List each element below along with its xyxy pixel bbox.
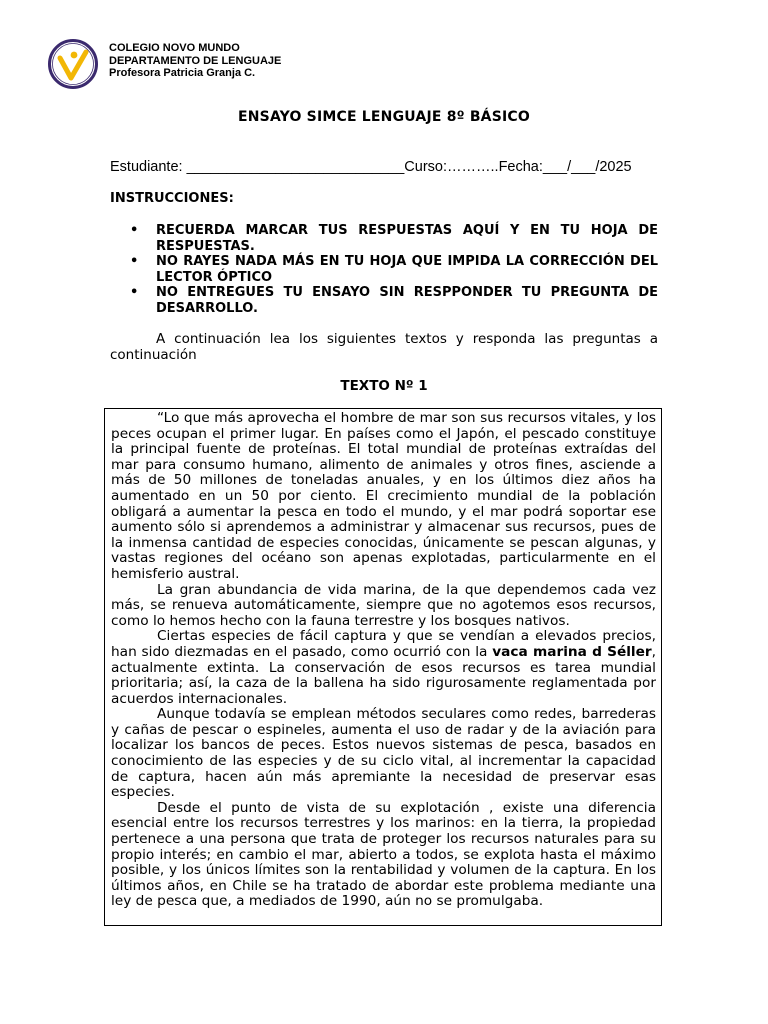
text-paragraph-4: Aunque todavía se emplean métodos seculares como redes, barrederas y cañas de pescar o espineles, aumenta el uso de radar y de la aviación para localizar los bancos de peces. Estos nuevos sistemas de pesca, basados en conocimiento de las especies y de su ciclo vital, al incrementar la capacidad de captura, hacen aún más apremiante la necesidad de preservar esas especies. — [111, 706, 656, 801]
school-name: COLEGIO NOVO MUNDO — [109, 42, 240, 54]
text-paragraph-1: “Lo que más aprovecha el hombre de mar son sus recursos vitales, y los peces ocupan el primer lugar. En países como el Japón, el pescado constituye la principal fuente de proteínas. El total mundial de proteínas extraídas del mar para consumo humano, alimento de animales y otros fines, asciende a más de 50 millones de toneladas anuales, y en los últimos diez años ha aumentado en un 50 por ciento. El crecimiento mundial de la población obligará a aumentar la pesca en todo el mundo, y el mar podrá soportar ese aumento sólo si aprendemos a administrar y almacenar sus recursos, pues de la inmensa cantidad de especies conocidas, únicamente se pescan algunas, y vastas regiones del océano son apenas explotadas, particularmente en el hemisferio austral. — [111, 410, 656, 582]
bullet-icon: • — [130, 285, 139, 300]
text-paragraph-3 — [111, 629, 656, 707]
instruction-text: NO RAYES NADA MÁS EN TU HOJA QUE IMPIDA LA CORRECCIÓN DEL LECTOR ÓPTICO — [156, 254, 658, 285]
instruction-item — [110, 254, 658, 285]
instructions-list — [110, 223, 658, 316]
bullet-icon: • — [130, 223, 139, 238]
instructions-heading: INSTRUCCIONES: — [110, 191, 234, 206]
student-info-line: Estudiante: ___________________________Curso:………..Fecha:___/___/2025 — [110, 159, 632, 175]
text-heading: TEXTO Nº 1 — [340, 378, 428, 394]
text-paragraph-2: La gran abundancia de vida marina, de la que dependemos cada vez más, se renueva automáticamente, siempre que no agotemos esos recursos, como lo hemos hecho con la fauna terrestre y los bosques nativos. — [111, 581, 656, 629]
intro-paragraph: A continuación lea los siguientes textos y responda las preguntas a continuación — [110, 331, 658, 363]
teacher-name: Profesora Patricia Granja C. — [109, 67, 256, 79]
school-info — [109, 42, 281, 80]
instruction-item — [110, 223, 658, 254]
instruction-text: RECUERDA MARCAR TUS RESPUESTAS AQUÍ Y EN TU HOJA DE RESPUESTAS. — [156, 223, 658, 254]
instruction-text: NO ENTREGUES TU ENSAYO SIN RESPPONDER TU PREGUNTA DE DESARROLLO. — [156, 285, 658, 316]
bullet-icon: • — [130, 254, 139, 269]
department-name: DEPARTAMENTO DE LENGUAJE — [109, 54, 282, 67]
highlighted-term: vaca marina d Séller — [492, 643, 652, 660]
paragraph-3-start: Ciertas especies de fácil captura y que se vendían a elevados precios, han sido diezmadas en el pasado, como ocurrió con la — [111, 628, 656, 660]
school-header — [47, 38, 281, 90]
reading-text-box — [104, 408, 662, 926]
text-paragraph-5: Desde el punto de vista de su explotación , existe una diferencia esencial entre los recursos terrestres y los marinos: en la tierra, la propiedad pertenece a una persona que trata de proteger los recursos naturales para su propio interés; en cambio el mar, abierto a todos, se explota hasta el máximo posible, y los únicos límites son la rentabilidad y volumen de la captura. En los últimos años, en Chile se ha tratado de abordar este problema mediante una ley de pesca que, a mediados de 1990, aún no se promulgaba. — [111, 799, 656, 910]
document-title: ENSAYO SIMCE LENGUAJE 8º BÁSICO — [237, 109, 530, 125]
paragraph-3-end: , actualmente extinta. La conservación de esos recursos es tarea mundial prioritaria; así, la caza de la ballena ha sido rigurosamente reglamentada por acuerdos internacionales. — [111, 643, 657, 707]
instruction-item — [110, 285, 658, 316]
school-logo — [47, 38, 99, 90]
